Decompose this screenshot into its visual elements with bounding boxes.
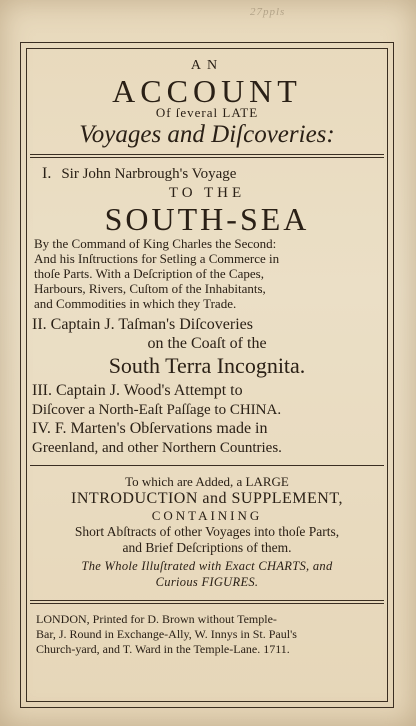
introduction-line: INTRODUCTION and SUPPLEMENT, (71, 490, 343, 507)
command-line: and Commodities in which they Trade. (34, 296, 237, 311)
abstracts-line-1: Short Abſtracts of other Voyages into thoſe Parts, (74, 524, 340, 539)
imprint-line: Bar, J. Round in Exchange-Ally, W. Innys in St. Paul's (36, 627, 297, 641)
item-3-line-b: Diſcover a North-Eaſt Paſſage to CHINA. (32, 402, 282, 418)
to-the: TO THE (168, 185, 246, 201)
rule-bottom-2 (30, 603, 384, 604)
command-line: By the Command of King Charles the Second: (34, 236, 277, 251)
heading-voyages: Voyages and Diſcoveries: (79, 121, 335, 148)
item-1-number: I. (42, 165, 52, 182)
heading-several-late: Of ſeveral LATE (155, 105, 259, 120)
pencil-note: 27ppls (250, 6, 286, 18)
heading-an: AN (190, 58, 224, 73)
item-4-line-b: Greenland, and other Northern Countries. (32, 440, 282, 456)
command-line: Harbours, Rivers, Cuſtom of the Inhabitants, (34, 281, 266, 296)
item-1 (30, 164, 384, 184)
illustrated-line-1: The Whole Illuſtrated with Exact CHARTS, and (81, 559, 333, 573)
heading-account: ACCOUNT (112, 73, 302, 109)
imprint (30, 612, 384, 657)
item-4-line-a: IV. F. Marten's Obſervations made in (32, 420, 268, 437)
containing-line: CONTAINING (151, 508, 263, 523)
abstracts-line-2: and Brief Deſcriptions of them. (122, 540, 292, 555)
imprint-line: LONDON, Printed for D. Brown without Temple- (36, 612, 277, 626)
added-line: To which are Added, a LARGE (125, 474, 289, 489)
rule-bottom (30, 600, 384, 601)
item-3-line-a: III. Captain J. Wood's Attempt to (32, 382, 243, 399)
south-sea: SOUTH-SEA (104, 201, 310, 237)
illustrated-line-2: Curious FIGURES. (155, 575, 259, 589)
rule-top-2 (30, 157, 384, 158)
item-2-line-b: on the Coaſt of the (147, 335, 267, 352)
item-2-line-a: II. Captain J. Taſman's Diſcoveries (32, 316, 253, 333)
command-line: And his Inſtructions for Setling a Commerce in (34, 251, 280, 266)
command-paragraph (30, 236, 384, 311)
rule-middle (30, 465, 384, 466)
rule-top (30, 154, 384, 155)
item-1-text: Sir John Narbrough's Voyage (61, 166, 237, 182)
item-2-line-c: South Terra Incognita. (108, 353, 306, 378)
command-line: thoſe Parts. With a Deſcription of the Capes, (34, 266, 264, 281)
title-content (30, 52, 384, 657)
imprint-line: Church-yard, and T. Ward in the Temple-Lane. 1711. (36, 642, 290, 656)
